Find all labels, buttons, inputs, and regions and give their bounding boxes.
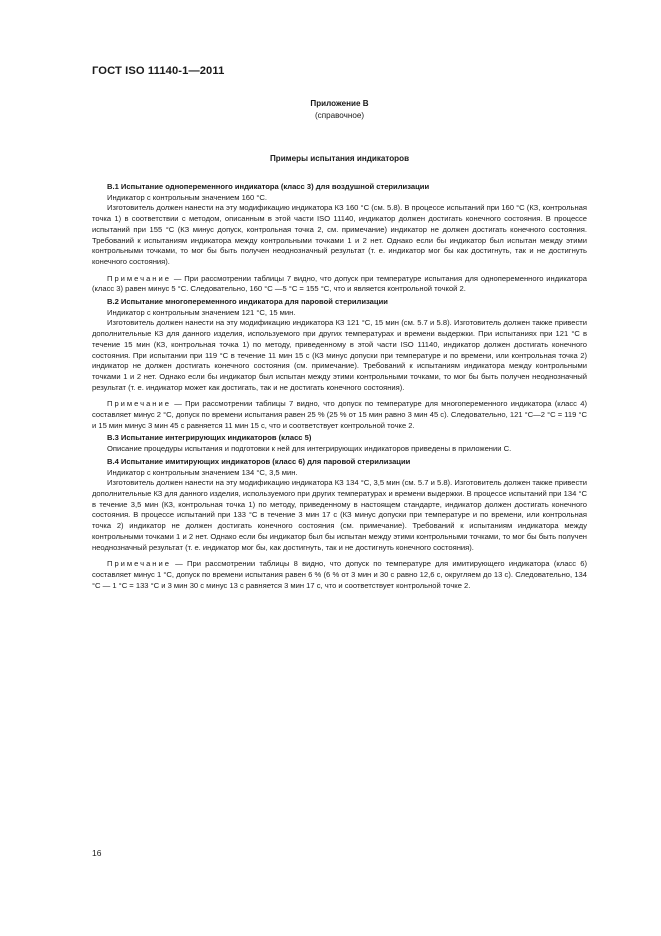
section-b1-note — [92, 274, 587, 295]
section-b2-note — [92, 399, 587, 431]
examples-title: Примеры испытания индикаторов — [269, 154, 410, 163]
section-b2-paragraph-2: Изготовитель должен нанести на эту модификацию индикатора КЗ 121 °С, 15 мин (см. 5.7 и 5.8). Изготовитель должен также привести дополнительные КЗ для данного изделия, используемого при других температурах и времени выдержки. При испытаниях при 121 °С в течение 15 мин (КЗ, контрольная точка 1) по методу, приведенному в этой части ISO 11140, индикатор должен достигать конечного состояния. При испытании при 119 °С в течение 11 мин 15 с (КЗ минус допуски при температуре и по времени, или контрольная точка 2) индикатор не должен достигать конечного состояния (см. примечание). Требований к испытаниям индикатора между контрольными точками 1 и 2 нет. Однако если бы индикатор был испытан между этими контрольными точками, то мог бы быть получен неоднозначный результат (т. е. индикатор может как достигать, так и не достигать конечного состояния). — [92, 318, 587, 392]
section-b1-heading: В.1 Испытание однопеременного индикатора (класс 3) для воздушной стерилизации — [107, 182, 430, 191]
section-b1-paragraph-2: Изготовитель должен нанести на эту модификацию индикатора КЗ 160 °С (см. 5.8). В процессе испытаний при 160 °С (КЗ, контрольная точка 1) в соответствии с методом, описанным в этой части ISO 11140, индикатор должен достигать конечного состояния. В процессе испытаний при 155 °С (КЗ минус допуск, контрольная точка 2, см. примечание) индикатор не должен достигать конечного состояния. Требований к испытаниям индикатора между контрольными точками 1 и 2 нет. Однако если бы индикатор был испытан между этими контрольными точками, то мог бы быть получен неоднозначный результат (т. е. индикатор мог бы как достигнуть, так и не достигнуть конечного состояния). — [92, 203, 587, 266]
appendix-heading — [92, 98, 587, 121]
note-text: — При рассмотрении таблицы 8 видно, что допуск по температуре для имитирующего индикатора (класс 6) составляет минус 1 °С, допуск по времени испытания равен 6 % (6 % от 3 мин и 30 с равно 12,6 с, округляем до 13 с). Следовательно, 134 °С — 1 °С = 133 °С и 3 мин 30 с минус 13 с равняется 3 мин 17 с, что и соответствует контрольной точке 2. — [92, 559, 587, 590]
note-label: Примечание — [107, 399, 171, 409]
section-b4-note — [92, 559, 587, 591]
section-b4-heading: В.4 Испытание имитирующих индикаторов (класс 6) для паровой стерилизации — [107, 456, 411, 466]
section-b3-paragraph-1: Описание процедуры испытания и подготовки к ней для интегрирующих индикаторов приведены в приложении С. — [107, 444, 512, 454]
note-label: Примечание — [107, 559, 171, 569]
appendix-subtitle: (справочное) — [314, 110, 365, 120]
section-b2-paragraph-1: Индикатор с контрольным значением 121 °С, 15 мин. — [107, 307, 296, 317]
section-b2-heading: В.2 Испытание многопеременного индикатора для паровой стерилизации — [107, 297, 388, 307]
section-b1-paragraph-1: Индикатор с контрольным значением 160 °С. — [107, 192, 267, 202]
note-label: Примечание — [107, 273, 171, 283]
note-text: — При рассмотрении таблицы 7 видно, что допуск по температуре для многопеременного индикатора (класс 4) составляет минус 2 °С, допуск по времени испытания равен 25 % (25 % от 15 мин равно 3 мин 45 с). Следовательно, 121 °С—2 °С = 119 °С и 15 мин минус 3 мин 45 с равняется 11 мин 15 с, что и соответствует контрольной точке 2. — [92, 399, 587, 430]
standard-header: ГОСТ ISO 11140-1—2011 — [92, 65, 225, 77]
section-b4-paragraph-2: Изготовитель должен нанести на эту модификацию индикатора КЗ 134 °С, 3,5 мин (см. 5.7 и 5.8). Изготовитель должен также привести дополнительные КЗ для данного изделия, используемого при других температурах и времени выдержки. В процессе испытаний при 134 °С в течение 3,5 мин (КЗ, контрольная точка 1) по методу, приведенному в настоящем стандарте, индикатор должен достигать конечного состояния. В процессе испытаний при 133 °С в течение 3 мин 17 с (КЗ минус допуски при температуре и по времени, или контрольная точка 2) индикатор не должен достигать конечного состояния (см. примечание). Требований к испытаниям индикатора между контрольными точками 1 и 2 нет. Однако если бы индикатор был бы испытан между этими контрольными точками, то мог бы быть получен неоднозначный результат (т. е. индикатор мог бы, как достигнуть, так и не достигнуть конечного состояния). — [92, 478, 587, 552]
section-b3-heading: В.3 Испытание интегрирующих индикаторов (класс 5) — [107, 433, 312, 443]
appendix-title: Приложение В — [310, 99, 369, 108]
note-text: — При рассмотрении таблицы 7 видно, что допуск при температуре испытания для однопеременного индикатора (класс 3) равен минус 5 °С. Следовательно, 160 °С —5 °С = 155 °С, что и является контрольной точкой 2. — [92, 273, 587, 294]
page-number: 16 — [92, 848, 102, 858]
section-b4-paragraph-1: Индикатор с контрольным значением 134 °С, 3,5 мин. — [107, 467, 298, 477]
document-body — [92, 182, 587, 591]
